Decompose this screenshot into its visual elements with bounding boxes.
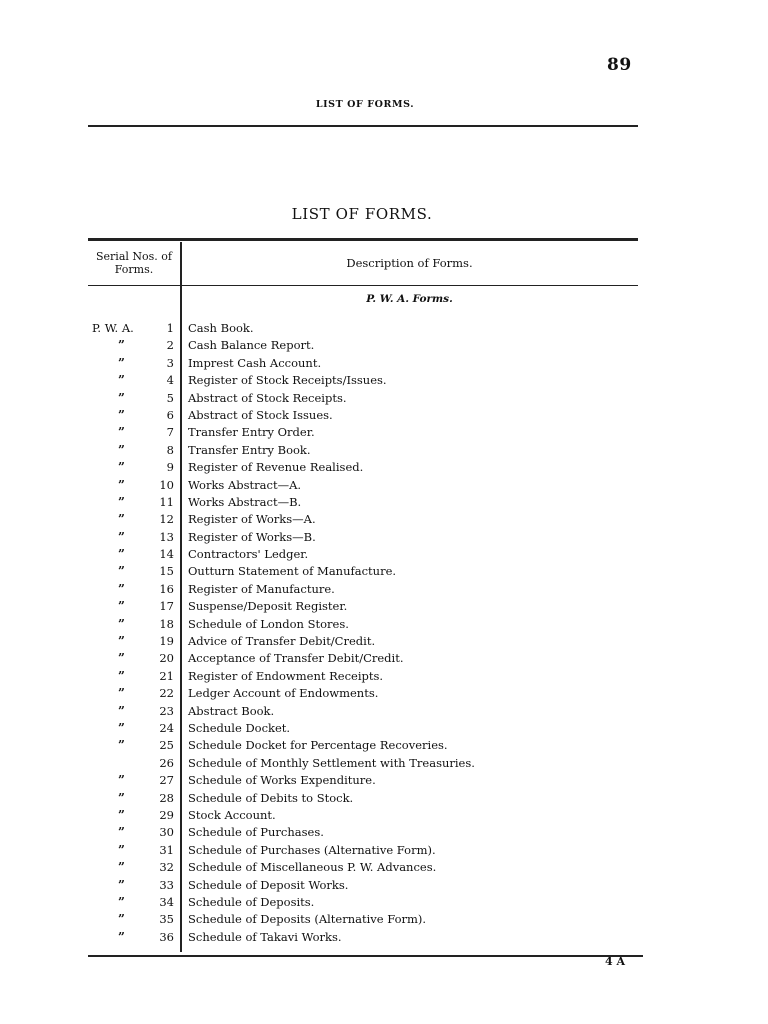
row-prefix: ”: [118, 494, 124, 509]
row-description: Schedule of Deposits (Alternative Form).: [188, 912, 427, 927]
row-prefix: ”: [118, 929, 124, 944]
table-header-rule: [88, 285, 638, 286]
row-description: Schedule of London Stores.: [188, 616, 349, 631]
row-description: Works Abstract—A.: [188, 477, 302, 492]
row-description: Schedule of Debits to Stock.: [188, 790, 354, 805]
row-description: Register of Stock Receipts/Issues.: [188, 373, 387, 388]
row-number: 23: [159, 703, 174, 718]
table-row: [88, 459, 648, 476]
table-rows: [88, 320, 648, 946]
table-row: [88, 807, 648, 824]
row-description: Schedule Docket for Percentage Recoveries.: [188, 738, 448, 753]
table-row: [88, 494, 648, 511]
table-row: [88, 790, 648, 807]
row-description: Advice of Transfer Debit/Credit.: [188, 634, 376, 649]
row-number: 31: [159, 842, 174, 857]
row-description: Cash Balance Report.: [188, 338, 315, 353]
row-description: Abstract of Stock Issues.: [188, 407, 333, 422]
table-row: [88, 407, 648, 424]
table-row: [88, 477, 648, 494]
row-description: Abstract of Stock Receipts.: [188, 390, 347, 405]
table-row: [88, 650, 648, 667]
serial-column-header: Serial Nos. of Forms.: [96, 250, 172, 276]
row-description: Schedule of Purchases.: [188, 825, 324, 840]
row-number: 15: [159, 564, 174, 579]
row-prefix: ”: [118, 477, 124, 492]
table-row: [88, 877, 648, 894]
row-number: 33: [159, 877, 174, 892]
row-number: 35: [159, 912, 174, 927]
table-row: [88, 894, 648, 911]
row-description: Register of Works—A.: [188, 512, 316, 527]
section-heading: P. W. A. Forms.: [366, 293, 453, 305]
description-column-header: Description of Forms.: [346, 256, 473, 270]
row-description: Transfer Entry Order.: [188, 425, 315, 440]
table-row: [88, 511, 648, 528]
row-number: 10: [159, 477, 174, 492]
row-description: Register of Endowment Receipts.: [188, 668, 384, 683]
row-description: Register of Manufacture.: [188, 581, 335, 596]
table-row: [88, 424, 648, 441]
table-row: [88, 442, 648, 459]
table-row: [88, 581, 648, 598]
row-prefix: ”: [118, 581, 124, 596]
row-number: 32: [159, 860, 174, 875]
row-prefix: ”: [118, 912, 124, 927]
row-number: 18: [159, 616, 174, 631]
row-prefix: ”: [118, 651, 124, 666]
row-number: 12: [159, 512, 174, 527]
row-prefix: ”: [118, 720, 124, 735]
table-row: [88, 372, 648, 389]
row-description: Works Abstract—B.: [188, 494, 302, 509]
row-number: 1: [166, 321, 174, 335]
row-description: Schedule of Monthly Settlement with Treasuries.: [188, 755, 475, 770]
table-top-rule: [88, 238, 638, 241]
table-row: [88, 772, 648, 789]
row-number: 14: [159, 547, 174, 562]
row-prefix: ”: [118, 425, 124, 440]
row-prefix: ”: [118, 390, 124, 405]
table-row: [88, 320, 648, 337]
table-row: [88, 633, 648, 650]
row-number: 13: [159, 529, 174, 544]
row-description: Schedule of Purchases (Alternative Form).: [188, 842, 436, 857]
row-description: Schedule of Deposit Works.: [188, 877, 349, 892]
row-prefix: ”: [118, 790, 124, 805]
table-bottom-rule: [88, 955, 643, 957]
row-number: 2: [166, 338, 174, 353]
table-row: [88, 616, 648, 633]
table-row: [88, 563, 648, 580]
page-number: 89: [607, 55, 632, 75]
row-description: Schedule Docket.: [188, 720, 291, 735]
row-number: 16: [159, 581, 174, 596]
header-rule: [88, 125, 638, 127]
table-row: [88, 668, 648, 685]
row-description: Suspense/Deposit Register.: [188, 599, 348, 614]
running-head: LIST OF FORMS.: [315, 99, 415, 110]
row-number: 5: [166, 390, 174, 405]
row-prefix: ”: [118, 599, 124, 614]
table-row: [88, 859, 648, 876]
row-number: 27: [159, 773, 174, 788]
row-number: 6: [166, 407, 174, 422]
row-number: 29: [159, 807, 174, 822]
row-prefix: ”: [118, 877, 124, 892]
page-title: LIST OF FORMS.: [291, 205, 433, 223]
row-prefix: ”: [118, 807, 124, 822]
row-prefix: ”: [118, 634, 124, 649]
table-row: [88, 685, 648, 702]
row-prefix: ”: [118, 460, 124, 475]
row-number: 17: [159, 599, 174, 614]
row-description: Schedule of Miscellaneous P. W. Advances.: [188, 860, 437, 875]
row-prefix: ”: [118, 860, 124, 875]
row-number: 11: [159, 494, 174, 509]
table-row: [88, 737, 648, 754]
row-description: Transfer Entry Book.: [188, 442, 311, 457]
table-row: [88, 703, 648, 720]
row-number: 30: [159, 825, 174, 840]
row-description: Contractors' Ledger.: [188, 547, 309, 562]
row-number: 24: [159, 720, 174, 735]
row-prefix: ”: [118, 442, 124, 457]
table-row: [88, 598, 648, 615]
row-number: 21: [159, 668, 174, 683]
row-prefix: ”: [118, 738, 124, 753]
row-prefix: ”: [118, 373, 124, 388]
row-number: 19: [159, 634, 174, 649]
row-description: Schedule of Deposits.: [188, 894, 315, 909]
table-row: [88, 529, 648, 546]
row-number: 9: [166, 460, 174, 475]
row-prefix: ”: [118, 338, 124, 353]
row-description: Abstract Book.: [188, 703, 275, 718]
table-row: [88, 824, 648, 841]
row-prefix: ”: [118, 842, 124, 857]
row-description: Schedule of Takavi Works.: [188, 929, 342, 944]
table-row: [88, 355, 648, 372]
row-description: Acceptance of Transfer Debit/Credit.: [188, 651, 404, 666]
row-prefix: ”: [118, 564, 124, 579]
row-prefix: ”: [118, 686, 124, 701]
footer-mark: 4 A: [605, 955, 626, 968]
row-number: 25: [159, 738, 174, 753]
table-row: [88, 755, 648, 772]
row-prefix: ”: [118, 703, 124, 718]
row-number: 28: [159, 790, 174, 805]
row-number: 7: [166, 425, 174, 440]
table-row: [88, 842, 648, 859]
table-row: [88, 911, 648, 928]
row-number: 26: [159, 755, 174, 770]
table-row: [88, 720, 648, 737]
row-prefix: ”: [118, 894, 124, 909]
row-prefix: ”: [118, 512, 124, 527]
row-number: 34: [159, 894, 174, 909]
row-description: Register of Works—B.: [188, 529, 316, 544]
table-row: [88, 390, 648, 407]
table-row: [88, 546, 648, 563]
row-description: Outturn Statement of Manufacture.: [188, 564, 397, 579]
row-description: Ledger Account of Endowments.: [188, 686, 379, 701]
row-prefix: ”: [118, 407, 124, 422]
row-description: Stock Account.: [188, 807, 276, 822]
row-number: 20: [159, 651, 174, 666]
row-prefix: ”: [118, 773, 124, 788]
row-number: 4: [166, 373, 174, 388]
row-prefix: ”: [118, 547, 124, 562]
row-description: Register of Revenue Realised.: [188, 460, 364, 475]
row-prefix: ”: [118, 529, 124, 544]
row-number: 36: [159, 929, 174, 944]
table-row: [88, 337, 648, 354]
table-row: [88, 929, 648, 946]
row-description: Cash Book.: [188, 321, 254, 335]
row-number: 22: [159, 686, 174, 701]
row-number: 3: [166, 355, 174, 370]
row-prefix: ”: [118, 616, 124, 631]
row-prefix: P. W. A.: [92, 321, 134, 335]
row-number: 8: [166, 442, 174, 457]
row-description: Imprest Cash Account.: [188, 355, 322, 370]
row-description: Schedule of Works Expenditure.: [188, 773, 376, 788]
row-prefix: ”: [118, 355, 124, 370]
row-prefix: ”: [118, 668, 124, 683]
row-prefix: ”: [118, 825, 124, 840]
